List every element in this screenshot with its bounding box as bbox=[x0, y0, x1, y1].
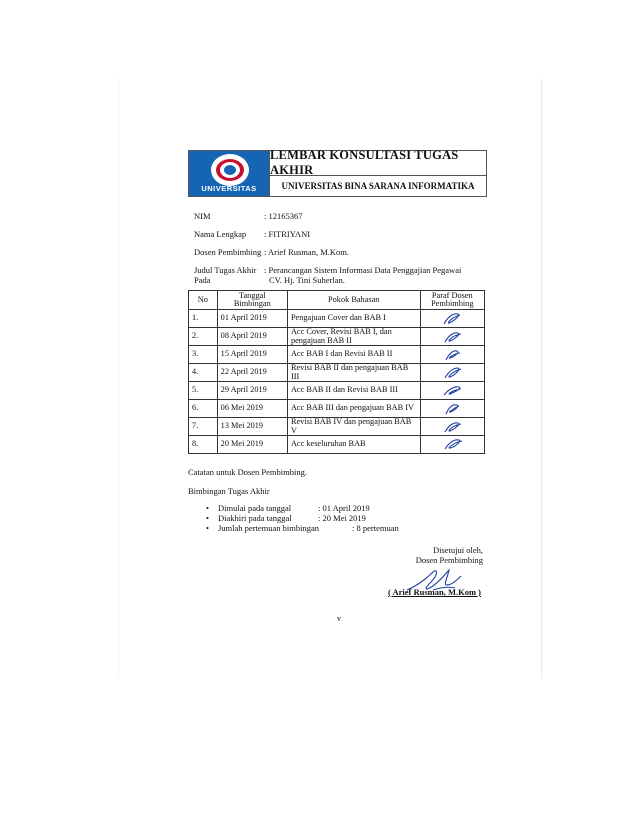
signature-icon bbox=[440, 438, 464, 452]
thesis-title-line1: : Perancangan Sistem Informasi Data Penggajian Pegawai bbox=[264, 265, 462, 275]
thesis-label-line2: Pada bbox=[194, 275, 211, 285]
signature-icon bbox=[440, 384, 464, 398]
row-topic: Acc Cover, Revisi BAB I, dan pengajuan BAB II bbox=[287, 328, 420, 346]
signature-icon bbox=[440, 402, 464, 416]
table-row bbox=[189, 364, 485, 382]
nim-value: : 12165367 bbox=[264, 211, 303, 221]
guidance-title: Bimbingan Tugas Akhir bbox=[188, 486, 270, 496]
row-no: 8. bbox=[189, 436, 218, 454]
signature-icon bbox=[440, 330, 464, 344]
row-signature bbox=[420, 346, 484, 364]
table-row bbox=[189, 436, 485, 454]
summary-label: Jumlah pertemuan bimbingan bbox=[218, 523, 320, 533]
row-topic: Acc BAB I dan Revisi BAB II bbox=[287, 346, 420, 364]
table-row bbox=[189, 400, 485, 418]
row-date: 06 Mei 2019 bbox=[217, 400, 287, 418]
approver-name: ( Arief Rusman, M.Kom ) bbox=[388, 587, 482, 597]
page-number: v bbox=[337, 614, 341, 623]
thesis-title-line2: CV. Hj. Tini Suherlan. bbox=[269, 275, 345, 285]
row-no: 5. bbox=[189, 382, 218, 400]
row-date: 22 April 2019 bbox=[217, 364, 287, 382]
row-topic: Revisi BAB IV dan pengajuan BAB V bbox=[287, 418, 420, 436]
row-date: 15 April 2019 bbox=[217, 346, 287, 364]
approval-line-2: Dosen Pembimbing bbox=[415, 555, 483, 565]
bullet-icon: • bbox=[206, 503, 209, 513]
row-no: 4. bbox=[189, 364, 218, 382]
row-no: 7. bbox=[189, 418, 218, 436]
row-date: 20 Mei 2019 bbox=[217, 436, 287, 454]
row-date: 29 April 2019 bbox=[217, 382, 287, 400]
bullet-icon: • bbox=[206, 523, 209, 533]
header-signature: Paraf Dosen Pembimbing bbox=[420, 291, 484, 310]
row-no: 3. bbox=[189, 346, 218, 364]
header-topic: Pokok Bahasan bbox=[287, 291, 420, 310]
row-topic: Revisi BAB II dan pengajuan BAB III bbox=[287, 364, 420, 382]
table-header-row bbox=[189, 291, 485, 310]
thesis-label-line1: Judul Tugas Akhir bbox=[194, 265, 257, 275]
summary-value: : 8 pertemuan bbox=[352, 523, 399, 533]
row-topic: Acc BAB II dan Revisi BAB III bbox=[287, 382, 420, 400]
page-edge-left bbox=[118, 78, 119, 678]
row-signature bbox=[420, 328, 484, 346]
page-edge-right bbox=[541, 78, 542, 678]
row-topic: Pengajuan Cover dan BAB I bbox=[287, 310, 420, 328]
row-no: 1. bbox=[189, 310, 218, 328]
approval-block bbox=[416, 545, 483, 565]
row-signature bbox=[420, 418, 484, 436]
advisor-notes-label: Catatan untuk Dosen Pembimbing. bbox=[188, 467, 307, 477]
name-label: Nama Lengkap bbox=[194, 229, 247, 239]
bullet-icon: • bbox=[206, 513, 209, 523]
table-row bbox=[189, 382, 485, 400]
row-signature bbox=[420, 364, 484, 382]
university-logo bbox=[189, 151, 270, 196]
row-date: 08 April 2019 bbox=[217, 328, 287, 346]
table-row bbox=[189, 328, 485, 346]
table-row bbox=[189, 346, 485, 364]
summary-value: : 20 Mei 2019 bbox=[318, 513, 366, 523]
row-signature bbox=[420, 310, 484, 328]
signature-icon bbox=[440, 366, 464, 380]
row-date: 13 Mei 2019 bbox=[217, 418, 287, 436]
table-row bbox=[189, 418, 485, 436]
logo-emblem-icon bbox=[211, 154, 249, 186]
advisor-value: : Arief Rusman, M.Kom. bbox=[264, 247, 349, 257]
summary-label: Dimulai pada tanggal bbox=[218, 503, 292, 513]
header-date: Tanggal Bimbingan bbox=[217, 291, 287, 310]
table-row bbox=[189, 310, 485, 328]
name-value: : FITRIYANI bbox=[264, 229, 311, 239]
signature-icon bbox=[440, 420, 464, 434]
row-no: 2. bbox=[189, 328, 218, 346]
row-signature bbox=[420, 400, 484, 418]
header-no: No bbox=[189, 291, 218, 310]
nim-label: NIM bbox=[194, 211, 211, 221]
signature-icon bbox=[440, 348, 464, 362]
advisor-label: Dosen Pembimbing bbox=[194, 247, 262, 257]
signature-icon bbox=[440, 312, 464, 326]
logo-text: UNIVERSITAS bbox=[201, 184, 257, 193]
document-header bbox=[188, 150, 487, 197]
row-signature bbox=[420, 436, 484, 454]
row-no: 6. bbox=[189, 400, 218, 418]
row-signature bbox=[420, 382, 484, 400]
summary-label: Diakhiri pada tanggal bbox=[218, 513, 292, 523]
summary-value: : 01 April 2019 bbox=[318, 503, 370, 513]
approval-line-1: Disetujui oleh, bbox=[432, 545, 483, 555]
row-topic: Acc keseluruhan BAB bbox=[287, 436, 420, 454]
document-title: LEMBAR KONSULTASI TUGAS AKHIR bbox=[270, 151, 486, 176]
row-date: 01 April 2019 bbox=[217, 310, 287, 328]
university-name: UNIVERSITAS BINA SARANA INFORMATIKA bbox=[281, 181, 475, 191]
consultation-table bbox=[188, 290, 485, 454]
row-topic: Acc BAB III dan pengajuan BAB IV bbox=[287, 400, 420, 418]
